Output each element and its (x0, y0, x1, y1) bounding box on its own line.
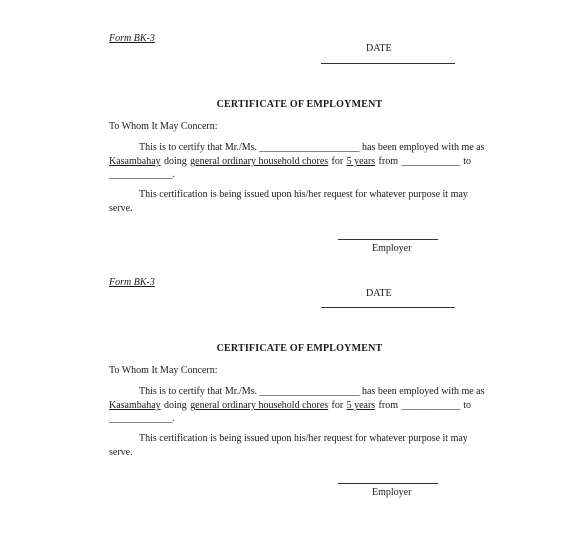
word-for: for (331, 400, 344, 411)
body-line-3 (109, 413, 471, 424)
signature-line (338, 239, 438, 240)
certification-text: This certification is being issued upon his/her request for whatever purpose it may (139, 433, 468, 444)
date-label: DATE (366, 288, 392, 299)
certify-text: This is to certify that Mr./Ms. ____________________ has been employed with me as (139, 386, 485, 397)
certificate-title: CERTIFICATE OF EMPLOYMENT (216, 99, 383, 110)
position-text: Kasambahay (109, 156, 161, 167)
certification-line-2 (109, 203, 471, 214)
duration-text: 5 years (346, 156, 376, 167)
certificate-form-1 (0, 0, 585, 254)
body-line-2 (109, 400, 471, 411)
word-doing: doing (164, 400, 187, 411)
body-line-3 (109, 169, 471, 180)
word-from: from (378, 400, 398, 411)
to-date-blank: ______________. (109, 413, 174, 424)
body-line-1 (109, 386, 485, 397)
date-label: DATE (366, 43, 392, 54)
body-line-1 (109, 142, 485, 153)
word-from: from (378, 156, 398, 167)
from-date-blank: _____________ (401, 400, 460, 411)
certification-text-end: serve. (109, 447, 133, 458)
form-id: Form BK-3 (109, 33, 155, 44)
certification-line-1 (109, 189, 471, 200)
certification-line-1 (109, 433, 471, 444)
date-line (321, 63, 455, 64)
from-date-blank: _____________ (401, 156, 460, 167)
certificate-title: CERTIFICATE OF EMPLOYMENT (216, 343, 383, 354)
certify-text: This is to certify that Mr./Ms. ____________________ has been employed with me as (139, 142, 485, 153)
employer-label: Employer (372, 487, 412, 498)
to-date-blank: ______________. (109, 169, 174, 180)
duties-text: general ordinary household chores (190, 400, 329, 411)
position-text: Kasambahay (109, 400, 161, 411)
duties-text: general ordinary household chores (190, 156, 329, 167)
certificate-form-2 (0, 244, 585, 498)
word-to: to (463, 400, 471, 411)
signature-line (338, 483, 438, 484)
salutation: To Whom It May Concern: (109, 365, 218, 376)
certification-line-2 (109, 447, 471, 458)
form-id: Form BK-3 (109, 277, 155, 288)
salutation: To Whom It May Concern: (109, 121, 218, 132)
date-line (321, 307, 455, 308)
employer-label: Employer (372, 243, 412, 254)
word-doing: doing (164, 156, 187, 167)
certification-text: This certification is being issued upon his/her request for whatever purpose it may (139, 189, 468, 200)
certification-text-end: serve. (109, 203, 133, 214)
word-for: for (331, 156, 344, 167)
body-line-2 (109, 156, 471, 167)
word-to: to (463, 156, 471, 167)
duration-text: 5 years (346, 400, 376, 411)
